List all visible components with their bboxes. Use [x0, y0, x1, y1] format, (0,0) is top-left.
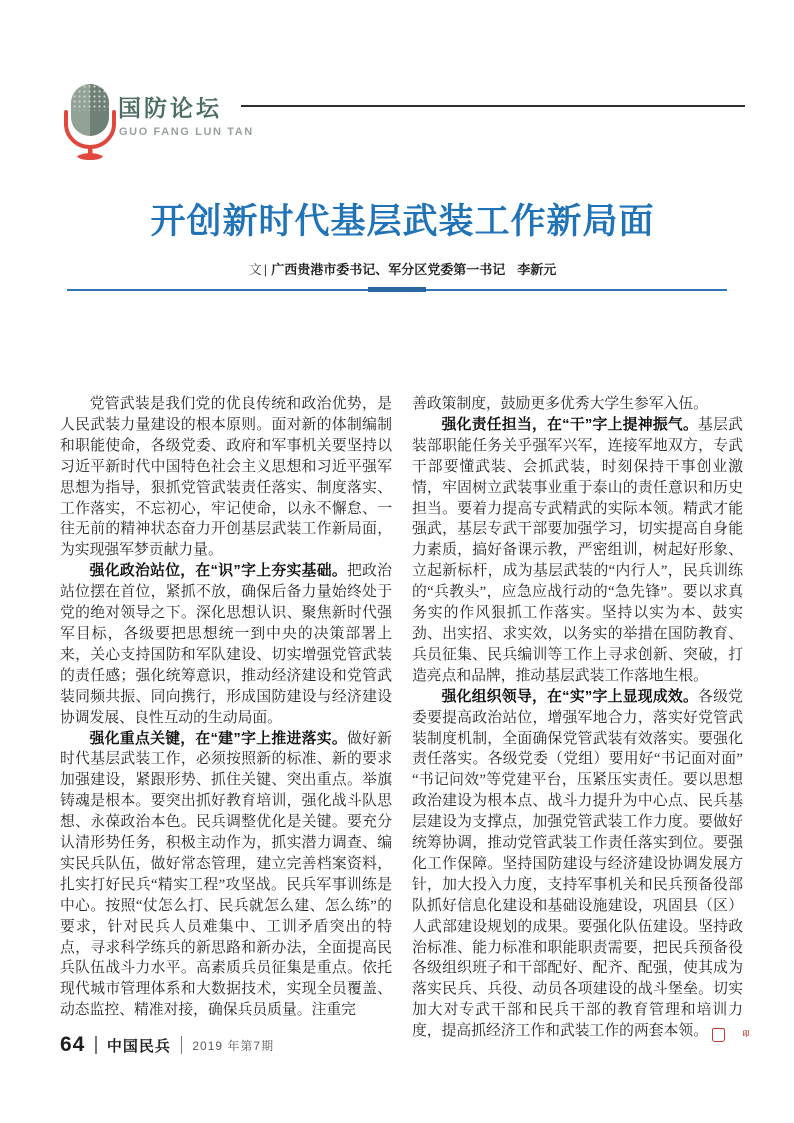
page-number: 64: [60, 1033, 86, 1056]
magazine-name: 中国民兵: [106, 1037, 171, 1055]
paragraph-text: 各级党委要提高政治站位，增强军地合力，落实好党管武装制度机制，全面确保党管武装有效落实。要强化责任落实。各级党委（党组）要用好“书记面对面”“书记问效”等党建平台，压紧压实责任。要以思想政治建设为根本点、战斗力提升为中心点、民兵基层建设为支撑点，加强党管武装工作力度。要做好统筹协调，推动党管武装工作责任落实到位。要强化工作保障。坚持国防建设与经济建设协调发展方针，加大投入力度，支持军事机关和民兵预备役部队抓好信息化建设和基础设施建设，巩固县（区）人武部建设规划的成果。要强化队伍建设。坚持政治标准、能力标准和职能职责需要，把民兵预备役各级组织班子和干部配好、配齐、配强，使其成为落实民兵、兵役、动员各项建设的战斗堡垒。切实加大对专武干部和民兵干部的教育管理和培训力度，提高抓经济工作和武装工作的两套本领。: [412, 688, 743, 1040]
byline: [60, 259, 745, 278]
paragraph: [412, 415, 743, 687]
header-rule: [241, 105, 745, 107]
paragraph-text: 党管武装是我们党的优良传统和政治优势，是人民武装力量建设的根本原则。面对新的体制编制和职能使命，各级党委、政府和军事机关要坚持以习近平新时代中国特色社会主义思想和习近平强军思想为指导，狠抓党管武装责任落实、制度落实、工作落实，不忘初心，牢记使命，以永不懈怠、一往无前的精神状态奋力开创基层武装工作新局面，为实现强军梦贡献力量。: [60, 396, 392, 559]
footer-divider: [95, 1036, 97, 1054]
right-column: [412, 394, 750, 1042]
paragraph-text: 基层武装部职能任务关乎强军兴军，连接军地双方，专武干部要懂武装、会抓武装，时刻保持干事创业激情，牢固树立武装事业重于泰山的责任意识和历史担当。要着力提高专武精武的实际本领。精武才能强武，基层专武干部要加强学习，切实提高自身能力素质，搞好备课示教，严密组训，树起好形象、立起新标杆，成为基层武装的“内行人”，民兵训练的“兵教头”，应急应战行动的“急先锋”。要以求真务实的作风狠抓工作落实。坚持以实为本、鼓实劲、出实招、求实效，以务实的举措在国防教育、兵员征集、民兵编训等工作上寻求创新、突破，打造亮点和品牌，推动基层武装工作落地生根。: [412, 416, 743, 684]
paragraph: [60, 561, 392, 728]
end-of-article-icon: 印: [712, 1028, 725, 1042]
paragraph-lead: 强化重点关键，在“建”字上推进落实。: [89, 730, 347, 747]
byline-label: 文: [248, 262, 262, 277]
title-divider-accent: [368, 287, 426, 292]
issue-label: 2019 年第7期: [192, 1038, 275, 1053]
paragraph: [412, 394, 743, 415]
section-subtitle: GUO FANG LUN TAN: [119, 126, 254, 138]
paragraph-lead: 强化责任担当，在“干”字上提神振气。: [441, 416, 699, 433]
footer-divider: [181, 1036, 183, 1054]
paragraph-lead: 强化组织领导，在“实”字上显现成效。: [441, 688, 699, 705]
paragraph-text: 善政策制度，鼓励更多优秀大学生参军入伍。: [412, 396, 708, 412]
paragraph: [60, 729, 392, 1022]
paragraph: [412, 687, 750, 1043]
byline-text: 广西贵港市委书记、军分区党委第一书记: [271, 262, 506, 277]
paragraph: [60, 394, 392, 561]
paragraph-text: 把政治站位摆在首位，紧抓不放，确保后备力量始终处于党的绝对领导之下。深化思想认识、聚焦新时代强军目标，各级要把思想统一到中央的决策部署上来，关心支持国防和军队建设、切实增强党管武装的责任感；强化统筹意识，推动经济建设和党管武装同频共振、同向携行，形成国防建设与经济建设协调发展、良性互动的生动局面。: [60, 563, 392, 726]
page-footer: [60, 1033, 274, 1057]
microphone-icon: [62, 84, 118, 160]
paragraph-lead: 强化政治站位，在“识”字上夯实基础。: [89, 563, 347, 580]
byline-separator: |: [263, 262, 268, 277]
article-title: 开创新时代基层武装工作新局面: [150, 202, 655, 241]
author-name: 李新元: [517, 262, 557, 277]
paragraph-text: 做好新时代基层武装工作，必须按照新的标准、新的要求加强建设，紧跟形势、抓住关键、突出重点。举旗铸魂是根本。要突出抓好教育培训，强化战斗队思想、永葆政治本色。民兵调整优化是关键。要充分认清形势任务，积极主动作为，抓实潜力调查、编实民兵队伍，做好常态管理，建立完善档案资料，扎实打好民兵“精实工程”攻坚战。民兵军事训练是中心。按照“仗怎么打、民兵就怎么建、怎么练”的要求，针对民兵人员难集中、工训矛盾突出的特点，寻求科学练兵的新思路和新办法，全面提高民兵队伍战斗力水平。高素质兵员征集是重点。依托现代城市管理体系和大数据技术，实现全员覆盖、动态监控、精准对接，确保兵员质量。注重完: [60, 730, 392, 1019]
section-title: 国防论坛: [118, 95, 222, 121]
left-column: [60, 394, 392, 1021]
